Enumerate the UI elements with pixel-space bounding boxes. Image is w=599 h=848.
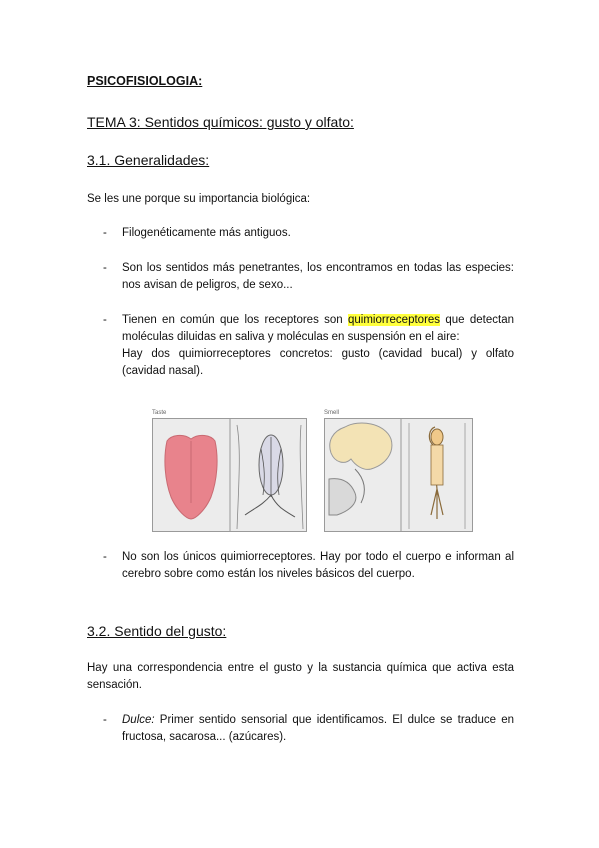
smell-figure xyxy=(324,418,473,532)
section-1-intro: Se les une porque su importancia biológica: xyxy=(87,193,311,205)
topic-title: TEMA 3: Sentidos químicos: gusto y olfato: xyxy=(87,114,354,130)
highlighted-term: quimiorreceptores xyxy=(348,314,441,326)
list-item-text: Son los sentidos más penetrantes, los encontramos en todas las especies: nos avisan de peligros, de sexo... xyxy=(122,262,514,291)
list-item-text: Filogenéticamente más antiguos. xyxy=(122,227,291,239)
list-item-text-start: Tienen en común que los receptores son xyxy=(122,314,348,326)
taste-figure xyxy=(152,418,307,532)
bullet-dash: - xyxy=(103,262,107,274)
bullet-dash: - xyxy=(103,714,107,726)
figure-label-smell: Smell xyxy=(324,410,340,416)
list-item-text xyxy=(122,712,514,746)
bullet-dash: - xyxy=(103,227,107,239)
term-description: Primer sentido sensorial que identificamos. El dulce se traduce en fructosa, sacarosa... (azúcares). xyxy=(122,714,514,743)
bullet-dash: - xyxy=(103,314,107,326)
term-label: Dulce: xyxy=(122,714,155,726)
figure-label-taste: Taste xyxy=(152,410,167,416)
list-item-text-end: que detectan moléculas diluidas en saliva y moléculas en suspensión en el aire: xyxy=(122,314,514,343)
section-2-intro: Hay una correspondencia entre el gusto y la sustancia química que activa esta sensación. xyxy=(87,662,514,691)
section-1-heading: 3.1. Generalidades: xyxy=(87,152,210,168)
course-title: PSICOFISIOLOGIA: xyxy=(87,74,203,88)
list-item-text xyxy=(122,312,514,380)
list-item-text: No son los únicos quimiorreceptores. Hay por todo el cuerpo e informan al cerebro sobre como están los niveles básicos del cuerpo. xyxy=(122,551,514,580)
list-item-note: Hay dos quimiorreceptores concretos: gusto (cavidad bucal) y olfato (cavidad nasal). xyxy=(122,348,514,377)
section-2-heading: 3.2. Sentido del gusto: xyxy=(87,623,227,639)
bullet-dash: - xyxy=(103,551,107,563)
